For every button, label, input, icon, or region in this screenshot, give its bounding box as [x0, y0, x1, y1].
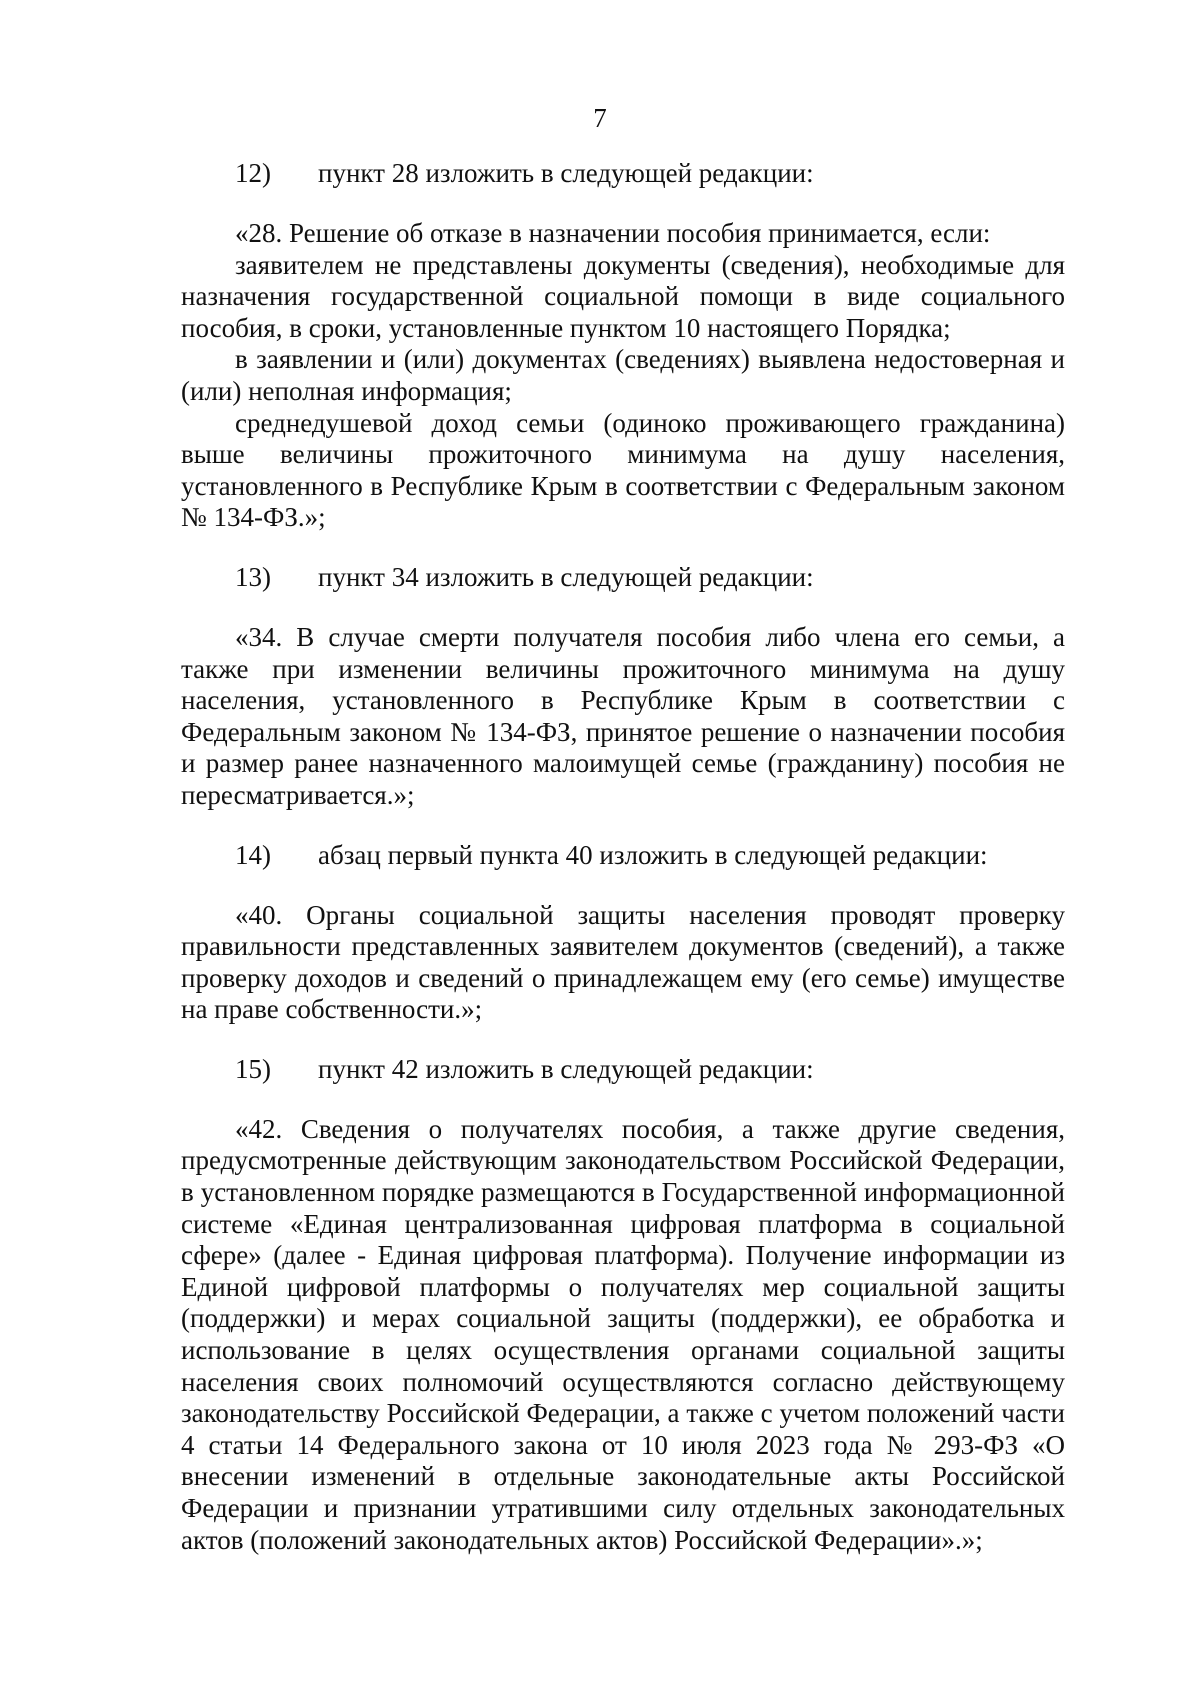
item-instruction-15 [181, 1054, 1065, 1086]
paragraph: заявителем не представлены документы (сведения), необходимые для назначения государственной социальной помощи в виде социального пособия, в сроки, установленные пунктом 10 настоящего Порядка; [181, 249, 1065, 343]
paragraph: среднедушевой доход семьи (одиноко проживающего гражданина) выше величины прожиточного минимума на душу населения, установленного в Республике Крым в соответствии с Федеральным законом № 134-ФЗ.»; [181, 407, 1065, 533]
paragraph: «42. Сведения о получателях пособия, а также другие сведения, предусмотренные действующим законодательством Российской Федерации, в установленном порядке размещаются в Государственной информационной системе «Единая централизованная цифровая платформа в социальной сфере» (далее - Единая цифровая платформа). Получение информации из Единой цифровой платформы о получателях мер социальной защиты (поддержки) и мерах социальной защиты (поддержки), ее обработка и использование в целях осуществления органами социальной защиты населения своих полномочий осуществляются согласно действующему законодательству Российской Федерации, а также с учетом положений части 4 статьи 14 Федерального закона от 10 июля 2023 года № 293-ФЗ «О внесении изменений в отдельные законодательные акты Российской Федерации и признании утратившими силу отдельных законодательных актов (положений законодательных актов) Российской Федерации».»; [181, 1113, 1065, 1555]
item-instruction-12 [181, 158, 1065, 190]
item-instruction-13 [181, 562, 1065, 594]
item-number: 15) [235, 1053, 271, 1084]
item-number: 12) [235, 158, 271, 188]
page-number: 7 [593, 103, 607, 133]
document-body [181, 158, 1065, 1556]
item-instruction-text: пункт 28 изложить в следующей редакции: [318, 158, 814, 188]
paragraph: в заявлении и (или) документах (сведениях) выявлена недостоверная и (или) неполная информация; [181, 344, 1065, 406]
paragraph: «34. В случае смерти получателя пособия либо члена его семьи, а также при изменении величины прожиточного минимума на душу населения, установленного в Республике Крым в соответствии с Федеральным законом № 134-ФЗ, принятое решение о назначении пособия и размер ранее назначенного малоимущей семье (гражданину) пособия не пересматривается.»; [181, 621, 1065, 810]
item-instruction-14 [181, 840, 1065, 872]
item-instruction-text: абзац первый пункта 40 изложить в следующей редакции: [318, 839, 988, 870]
item-instruction-text: пункт 34 изложить в следующей редакции: [318, 561, 814, 592]
paragraph: «40. Органы социальной защиты населения проводят проверку правильности представленных заявителем документов (сведений), а также проверку доходов и сведений о принадлежащем ему (его семье) имуществе на праве собственности.»; [181, 899, 1065, 1025]
item-number: 13) [235, 561, 271, 592]
paragraph: «28. Решение об отказе в назначении пособия принимается, если: [235, 218, 991, 248]
item-instruction-text: пункт 42 изложить в следующей редакции: [318, 1053, 814, 1084]
item-number: 14) [235, 839, 271, 870]
